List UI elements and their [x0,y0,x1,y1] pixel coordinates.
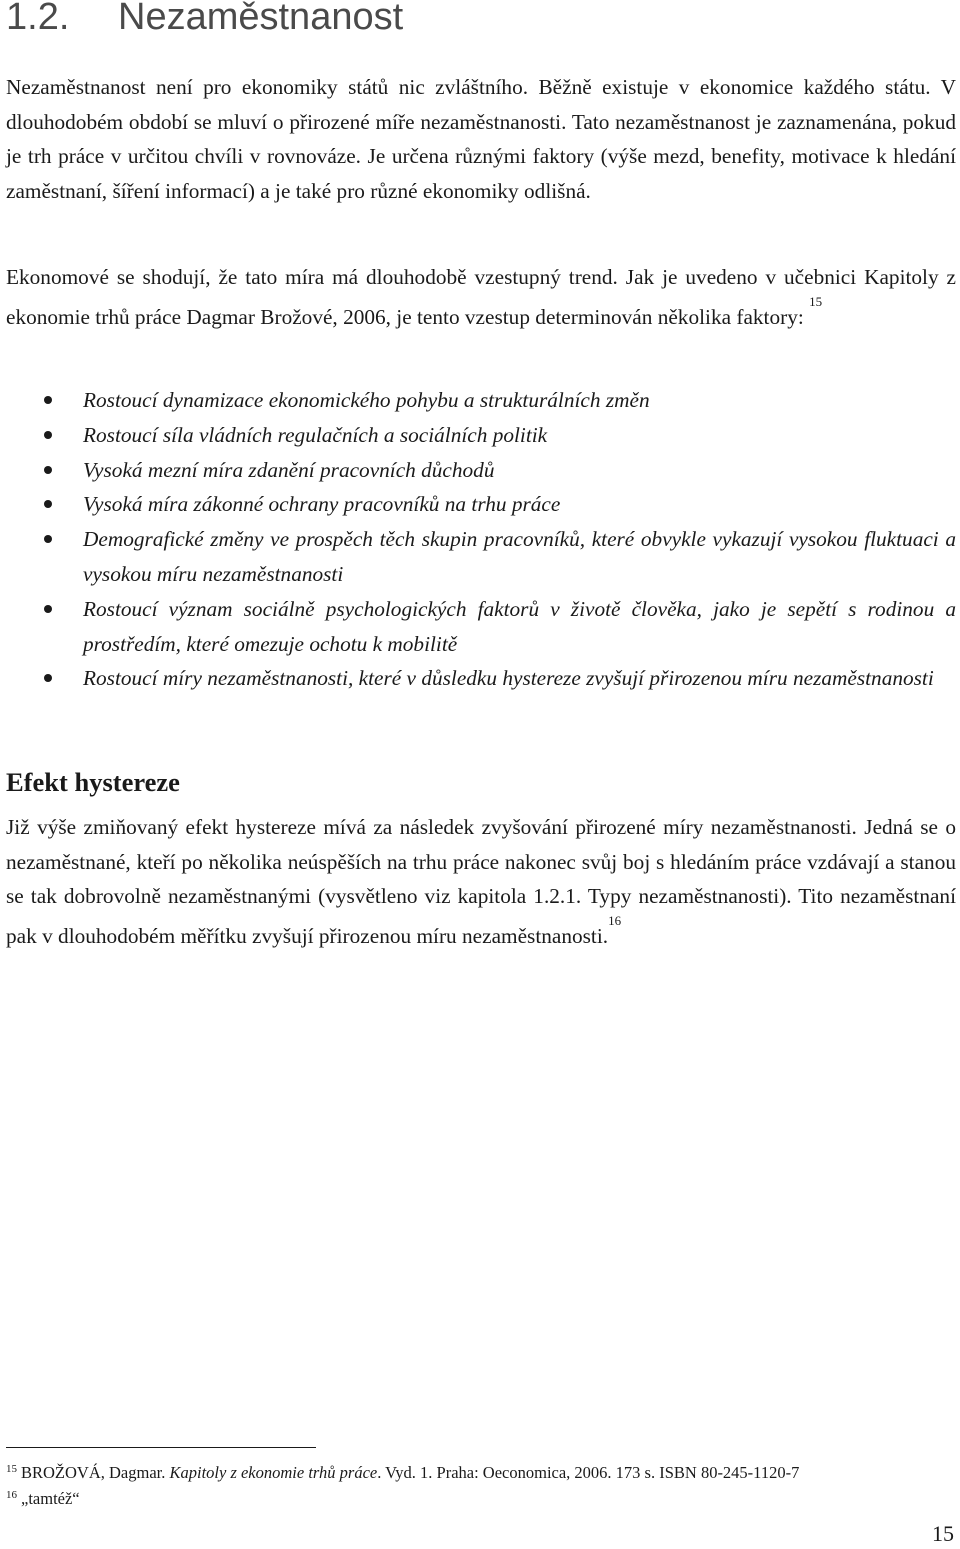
list-item-text: Rostoucí síla vládních regulačních a sociálních politik [83,422,548,447]
list-item-text: Rostoucí míry nezaměstnanosti, které v důsledku hystereze zvyšují přirozenou míru nezaměstnanosti [83,666,934,691]
bullet-icon [44,674,52,682]
bullet-icon [44,466,52,474]
footnote-divider [6,1447,316,1448]
chapter-title: Nezaměstnanost [118,0,404,38]
hysteresis-paragraph [6,810,956,953]
hysteresis-paragraph-text: Již výše zmiňovaný efekt hystereze mívá za následek zvyšování přirozené míry nezaměstnanosti. Jedná se o nezaměstnané, kteří po několika neúspěších na trhu práce nakonec svůj boj s hledáním práce vzdávají a stanou se tak dobrovolně nezaměstnanými (vysvětleno viz kapitola 1.2.1. Typy nezaměstnanosti). Tito nezaměstnaní pak v dlouhodobém měřítku zvyšují přirozenou míru nezaměstnanosti. [6,815,956,948]
bullet-icon [44,535,52,543]
bullet-icon [44,396,52,404]
intro-paragraph-text: Nezaměstnanost není pro ekonomiky států nic zvláštního. Běžně existuje v ekonomice každého státu. V dlouhodobém období se mluví o přirozené míře nezaměstnanosti. Tato nezaměstnanost je zaznamenána, pokud je trh práce v určitou chvíli v rovnováze. Je určena různými faktory (výše mezd, benefity, motivace k hledání zaměstnaní, šíření informací) a je také pro různé ekonomiky odlišná. [6,75,956,203]
list-item [6,383,956,418]
trend-paragraph-text: Ekonomové se shodují, že tato míra má dlouhodobě vzestupný trend. Jak je uvedeno v učebnici Kapitoly z ekonomie trhů práce Dagmar Brožové, 2006, je tento vzestup determinován několika faktory: [6,265,956,329]
footnote-16 [6,1487,956,1513]
list-item-text: Rostoucí dynamizace ekonomického pohybu a strukturálních změn [83,388,650,412]
list-item [6,522,956,592]
list-item-text: Vysoká mezní míra zdanění pracovních důchodů [83,457,495,482]
footnote-reference-15[interactable]: 15 [809,293,823,309]
bullet-icon [44,500,52,508]
factors-list [6,383,956,696]
list-item-text: Vysoká míra zákonné ochrany pracovníků na trhu práce [83,492,561,517]
footnote-text-rest: . Vyd. 1. Praha: Oeconomica, 2006. 173 s. ISBN 80-245-1120-7 [377,1463,800,1482]
list-item [6,661,956,696]
list-item [6,487,956,522]
list-item [6,418,956,453]
bullet-icon [44,605,52,613]
footnote-15 [6,1461,956,1487]
section-subheading: Efekt hystereze [6,767,180,797]
list-item [6,592,956,662]
bullet-icon [44,431,52,439]
trend-paragraph [6,260,956,334]
footnote-number: 15 [6,1463,17,1475]
footnote-text: „tamtéž“ [21,1489,80,1508]
list-item-text: Rostoucí význam sociálně psychologických faktorů v životě člověka, jako je sepětí s rodinou a prostředím, které omezuje ochotu k mobilitě [83,596,956,656]
footnote-book-title: Kapitoly z ekonomie trhů práce [169,1463,378,1482]
page-number: 15 [932,1521,954,1546]
list-item-text: Demografické změny ve prospěch těch skupin pracovníků, které obvykle vykazují vysokou fluktuaci a vysokou míru nezaměstnanosti [83,527,956,586]
list-item [6,453,956,488]
footnote-reference-16[interactable]: 16 [608,912,622,928]
chapter-number: 1.2. [6,0,70,38]
intro-paragraph [6,70,956,208]
footnotes [6,1461,956,1513]
footnote-number: 16 [6,1489,17,1501]
footnote-text: BROŽOVÁ, Dagmar. [21,1463,170,1482]
chapter-heading [6,0,403,44]
